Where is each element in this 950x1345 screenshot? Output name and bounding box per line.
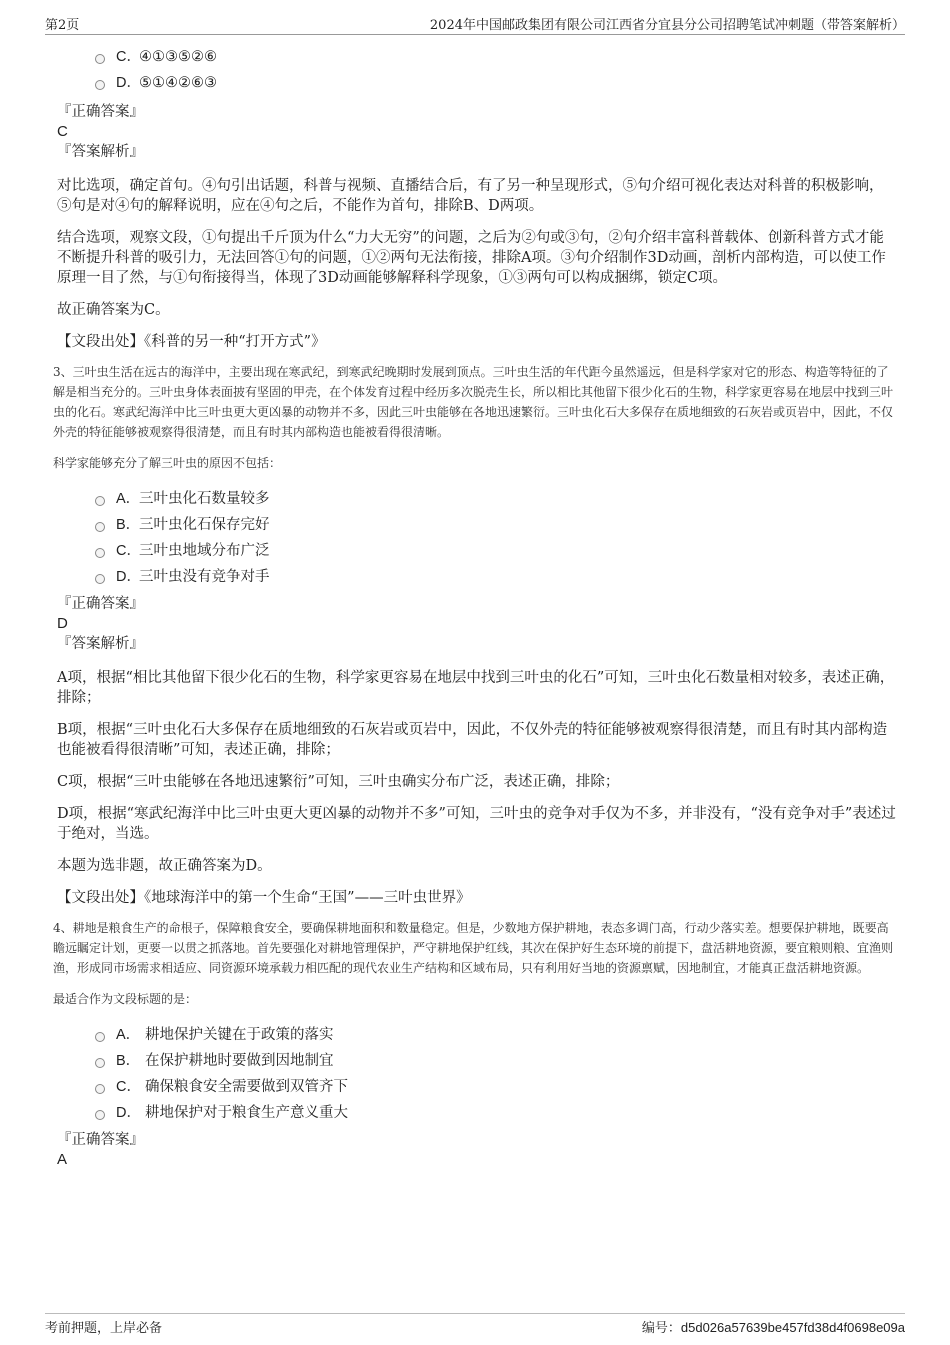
- q4-option-a[interactable]: [57, 1022, 897, 1048]
- radio-button[interactable]: [95, 1084, 105, 1094]
- option-letter: A．: [116, 1027, 141, 1043]
- q4-option-b[interactable]: [57, 1048, 897, 1074]
- q3-question: 科学家能够充分了解三叶虫的原因不包括：: [53, 456, 282, 470]
- q3-passage: 3、三叶虫生活在远古的海洋中，主要出现在寒武纪，到寒武纪晚期时发展到顶点。三叶虫生活的年代距今虽然遥远，但是科学家对它的形态、构造等特征的了解是相当充分的。三叶虫身体表面披有坚固的甲壳，在个体发育过程中经历多次脱壳生长，所以相比其他留下很少化石的生物，科学家更容易在地层中找到三叶虫的化石。寒武纪海洋中比三叶虫更大更凶暴的动物并不多，因此三叶虫能够在各地迅速繁衍。三叶虫化石大多保存在质地细致的石灰岩或页岩中，因此，不仅外壳的特征能够被观察得很清楚，而且有时其内部构造也能被看得很清晰。: [53, 365, 894, 439]
- document-title: 2024年中国邮政集团有限公司江西省分宜县分公司招聘笔试冲刺题（带答案解析）: [429, 18, 905, 33]
- option-text: 在保护耕地时要做到因地制宜: [145, 1053, 334, 1069]
- page-number: 第2页: [45, 18, 80, 33]
- option-letter: A．: [116, 491, 141, 507]
- option-text: 三叶虫化石数量较多: [139, 491, 270, 507]
- page-header: [45, 14, 905, 35]
- page-content: [53, 40, 897, 1170]
- q2-options: [57, 44, 897, 96]
- radio-button[interactable]: [95, 1058, 105, 1068]
- q4-options: [57, 1022, 897, 1126]
- option-text: 确保粮食安全需要做到双管齐下: [145, 1079, 348, 1095]
- q4-option-d[interactable]: [57, 1100, 897, 1126]
- option-letter: C．: [116, 1079, 141, 1095]
- q3-answer-label: 『正确答案』: [57, 596, 144, 612]
- code-value: d5d026a57639be457fd38d4f0698e09a: [680, 1320, 905, 1335]
- option-text: 耕地保护关键在于政策的落实: [145, 1027, 334, 1043]
- radio-button[interactable]: [95, 54, 105, 64]
- q3-analysis-para: C项，根据“三叶虫能够在各地迅速繁衍”可知，三叶虫确实分布广泛，表述正确，排除；: [57, 774, 620, 790]
- q3-analysis-para: A项，根据“相比其他留下很少化石的生物，科学家更容易在地层中找到三叶虫的化石”可知，三叶虫化石数量相对较多，表述正确，排除；: [57, 670, 895, 706]
- q2-analysis-para: 结合选项，观察文段，①句提出千斤顶为什么“力大无穷”的问题，之后为②句或③句，②句介绍丰富科普载体、创新科普方式才能不断提升科普的吸引力，无法回答①句的问题，①②两句无法衔接，排除A项。③句介绍制作3D动画，剖析内部构造，可以使工作原理一目了然，与①句衔接得当，体现了3D动画能够解释科学现象，①③两句可以构成捆绑，锁定C项。: [57, 230, 886, 286]
- footer-slogan: 考前押题，上岸必备: [45, 1321, 163, 1336]
- option-text: 三叶虫化石保存完好: [139, 517, 270, 533]
- radio-button[interactable]: [95, 574, 105, 584]
- q3-analysis-para: D项，根据“寒武纪海洋中比三叶虫更大更凶暴的动物并不多”可知，三叶虫的竞争对手仅为不多，并非没有，“没有竞争对手”表述过于绝对，当选。: [57, 806, 896, 842]
- radio-button[interactable]: [95, 80, 105, 90]
- q2-analysis-label: 『答案解析』: [57, 144, 144, 160]
- q4-option-c[interactable]: [57, 1074, 897, 1100]
- document-code: [642, 1317, 905, 1336]
- option-letter: C．: [116, 49, 141, 65]
- radio-button[interactable]: [95, 1110, 105, 1120]
- q3-option-a[interactable]: [57, 486, 897, 512]
- q2-analysis-para: 故正确答案为C。: [57, 302, 170, 318]
- q2-option-c[interactable]: [57, 44, 897, 70]
- option-letter: B．: [116, 517, 141, 533]
- q3-analysis-para: B项，根据“三叶虫化石大多保存在质地细致的石灰岩或页岩中，因此，不仅外壳的特征能够被观察得很清楚，而且有时其内部构造也能被看得很清晰”可知，表述正确，排除；: [57, 722, 888, 758]
- radio-button[interactable]: [95, 1032, 105, 1042]
- q3-option-d[interactable]: [57, 564, 897, 590]
- q2-analysis-para: 对比选项，确定首句。④句引出话题，科普与视频、直播结合后，有了另一种呈现形式，⑤句介绍可视化表达对科普的积极影响，⑤句是对④句的解释说明，应在④句之后，不能作为首句，排除B、D两项。: [57, 178, 884, 214]
- q3-option-b[interactable]: [57, 512, 897, 538]
- q4-answer-label: 『正确答案』: [57, 1132, 144, 1148]
- option-text: ④①③⑤②⑥: [139, 49, 217, 65]
- q4-answer: A: [57, 1151, 68, 1168]
- q4-question: 最适合作为文段标题的是：: [53, 992, 198, 1006]
- q3-analysis-label: 『答案解析』: [57, 636, 144, 652]
- q2-option-d[interactable]: [57, 70, 897, 96]
- option-letter: C．: [116, 543, 141, 559]
- page-footer: [45, 1313, 905, 1336]
- option-letter: D．: [116, 1105, 141, 1121]
- option-text: ⑤①④②⑥③: [139, 75, 217, 91]
- q2-answer: C: [57, 123, 68, 140]
- option-text: 三叶虫地域分布广泛: [139, 543, 270, 559]
- option-letter: B．: [116, 1053, 141, 1069]
- radio-button[interactable]: [95, 496, 105, 506]
- q2-source: 【文段出处】《科普的另一种“打开方式”》: [57, 334, 326, 350]
- q3-analysis-para: 本题为选非题，故正确答案为D。: [57, 858, 272, 874]
- q2-answer-label: 『正确答案』: [57, 104, 144, 120]
- option-text: 三叶虫没有竞争对手: [139, 569, 270, 585]
- q3-option-c[interactable]: [57, 538, 897, 564]
- q4-passage: 4、耕地是粮食生产的命根子，保障粮食安全，要确保耕地面积和数量稳定。但是，少数地方保护耕地，表态多调门高，行动少落实差。想要保护耕地，既要高瞻远瞩定计划，更要一以贯之抓落地。首先要强化对耕地管理保护，严守耕地保护红线，其次在保护好生态环境的前提下，盘活耕地资源，要宜粮则粮、宜渔则渔，形成同市场需求相适应、同资源环境承载力相匹配的现代农业生产结构和区域布局，只有利用好当地的资源禀赋，因地制宜，才能真正盘活耕地资源。: [53, 921, 894, 975]
- option-letter: D．: [116, 75, 141, 91]
- q3-answer: D: [57, 615, 68, 632]
- radio-button[interactable]: [95, 522, 105, 532]
- option-letter: D．: [116, 569, 141, 585]
- q3-options: [57, 486, 897, 590]
- option-text: 耕地保护对于粮食生产意义重大: [145, 1105, 348, 1121]
- radio-button[interactable]: [95, 548, 105, 558]
- q3-source: 【文段出处】《地球海洋中的第一个生命“王国”——三叶虫世界》: [57, 890, 471, 906]
- code-label: 编号：: [641, 1321, 681, 1336]
